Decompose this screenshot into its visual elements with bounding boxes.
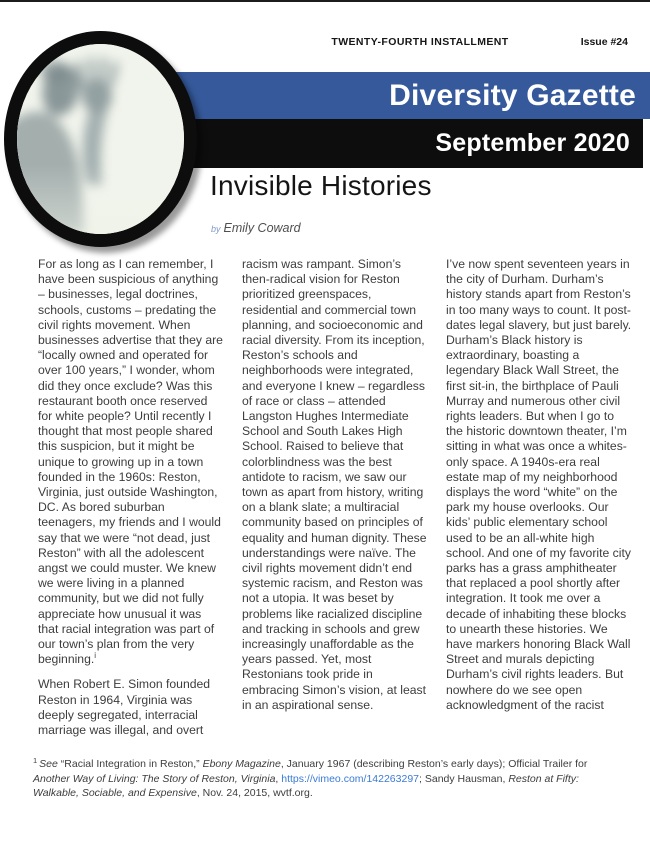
footnote-text-segment: , [275,772,282,785]
byline-author: Emily Coward [223,221,301,235]
column2-paragraph-1: racism was rampant. Simon’s then-radical vision for Reston prioritized greenspaces, residential and commercial town planning, and socioeconomic and racial diversity. From its inception, Reston’s schools and neighborhoods were integrated, and everyone I knew – regardless of race or class – attended Langston Hughes Intermediate School and South Lakes High School. Raised to believe that colorblindness was the best antidote to racism, we saw our town as apart from history, writing on a blank slate; a multiracial community based on principles of equality and human dignity. These understandings were naïve. The civil rights movement didn’t end systemic racism, and Reston was not a utopia. It was beset by problems like racialized discipline and tracking in schools and grew increasingly unaffordable as the years passed. Yet, most Restonians took pride in embracing Simon’s vision, at least in an aspirational sense. [242,257,427,712]
footnote-text-segment: , January 1967 (describing Reston’s early days); Official Trailer for [280,758,588,770]
ghost-figure-image [4,31,197,247]
article-column-1 [38,257,224,748]
footnote-text-segment: See [39,758,58,770]
masthead-installment-label: TWENTY-FOURTH INSTALLMENT [331,36,509,48]
footnote-text-segment: Ebony Magazine [202,758,281,770]
footnote-text [33,755,588,799]
footnote-text-segment: ; Sandy Hausman, [419,772,509,785]
vimeo-link[interactable]: https://vimeo.com/142263297 [281,772,420,785]
column1-paragraph-1: For as long as I can remember, I have been suspicious of anything – businesses, legal doctrines, schools, customs – predating the civil rights movement. When businesses advertise that they are “locally owned and operated for over 100 years,” I wonder, whom did they once exclude? Was this restaurant booth once reserved for white people? Until recently I thought that most people shared this suspicion, but it might be unique to growing up in a town founded in the 1960s: Reston, Virginia, just outside Washington, DC. As bored suburban teenagers, my friends and I would say that we were “not dead, just Reston” with all the adolescent angst we could muster. We knew we were living in a planned community, but we did not fully appreciate how unusual it was that racial integration was part of our town’s plan from the very beginning.$^i$ [38,257,223,667]
byline-prefix: by [211,224,221,234]
footnote-text-segment: “Racial Integration in Reston,” [57,758,203,770]
article-column-2 [242,257,428,723]
footnote [33,757,627,801]
column1-paragraph-2: When Robert E. Simon founded Reston in 1964, Virginia was deeply segregated, interracial marriage was illegal, and overt [38,677,211,738]
banner-title: Diversity Gazette [389,78,636,112]
banner-title-bar [160,72,650,119]
byline [211,219,301,237]
footnote-text-segment: Another Way of Living: The Story of Reston, Virginia [33,772,276,785]
column3-paragraph-1: I’ve now spent seventeen years in the city of Durham. Durham’s history stands apart from Reston’s in too many ways to count. It post-dates legal slavery, but just barely. Durham’s Black history is extraordinary, boasting a legendary Black Wall Street, the first sit-in, the birthplace of Pauli Murray and numerous other civil rights leaders. But when I go to the historic downtown theater, I’m sitting in what was once a whites-only space. A 1940s-era real estate map of my neighborhood displays the word “white” on the park my house overlooks. Our kids’ public elementary school used to be an all-white high school. And one of my favorite city parks has a grass amphitheater that replaced a pool shortly after integration. It took me over a decade of inhabiting these blocks to unearth these histories. We have markers honoring Black Wall Street and murals depicting Durham’s civil rights leaders. But nowhere do we see open acknowledgment of the racist [446,257,632,712]
footnote-text-segment: , Nov. 24, 2015, wvtf.org. [196,787,313,799]
banner-date: September 2020 [435,129,630,157]
masthead-issue-label: Issue #24 [580,36,628,48]
page-top-border [0,0,650,2]
ghost-figure-illustration [17,44,184,234]
footnote-text-segment: Reston at Fifty: Walkable, Sociable, and Expensive [33,772,579,799]
banner-date-bar [150,119,643,168]
article-column-3 [446,257,632,723]
endnote-reference-superscript: i [94,651,97,661]
footnote-marker: 1 [33,755,38,765]
article-title: Invisible Histories [210,170,432,201]
